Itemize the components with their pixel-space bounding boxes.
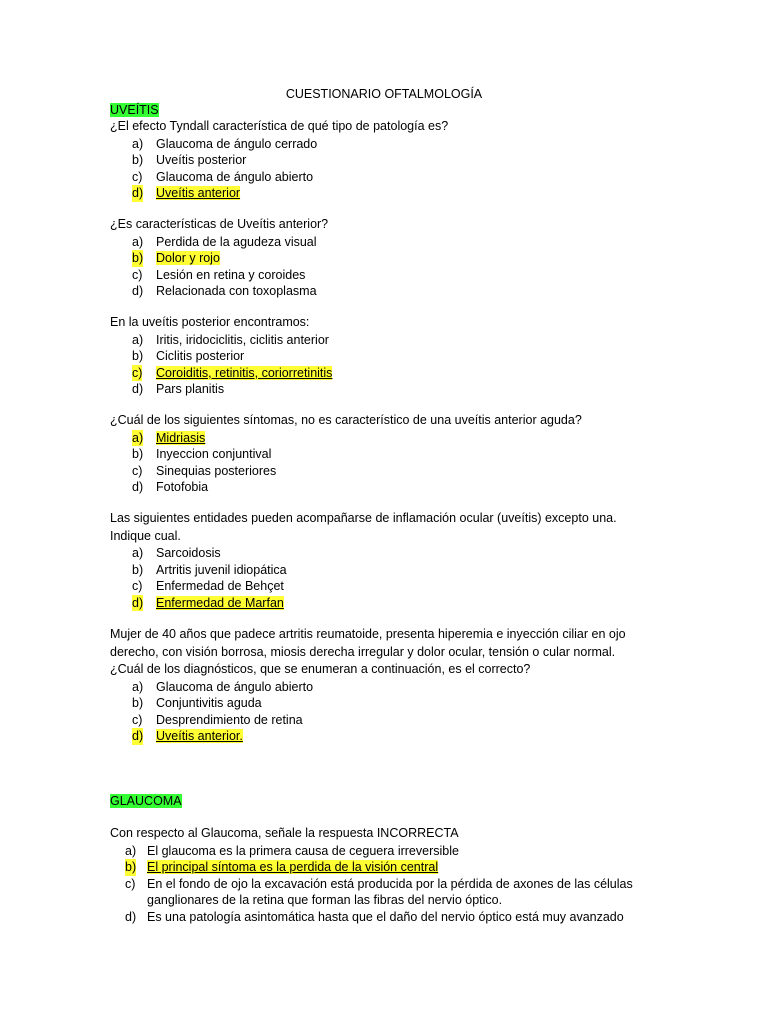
option-a: a) Perdida de la agudeza visual bbox=[132, 234, 317, 249]
option-d-correct: d) Uveítis anterior. bbox=[132, 729, 243, 743]
option-a: a) Glaucoma de ángulo abierto bbox=[132, 679, 314, 694]
question-text: En la uveítis posterior encontramos: bbox=[110, 315, 310, 329]
option-b: b) Inyeccion conjuntival bbox=[132, 447, 272, 461]
section-uveitis bbox=[110, 102, 650, 118]
question-5 bbox=[110, 510, 650, 611]
option-d: d) Relacionada con toxoplasma bbox=[132, 284, 317, 298]
question-1 bbox=[110, 118, 650, 202]
section-glaucoma bbox=[110, 793, 650, 809]
option-d: d) Pars planitis bbox=[132, 382, 225, 396]
option-b-correct: b) El principal síntoma es la perdida de la visión central bbox=[125, 860, 439, 874]
section-heading-uveitis: UVEÍTIS bbox=[110, 103, 159, 117]
option-b: b) Ciclitis posterior bbox=[132, 349, 245, 363]
question-text: ¿El efecto Tyndall característica de qué tipo de patología es? bbox=[110, 119, 449, 133]
option-c-correct: c) Coroiditis, retinitis, coriorretinitis bbox=[132, 365, 333, 380]
question-text: ¿Cuál de los siguientes síntomas, no es característico de una uveítis anterior aguda? bbox=[110, 413, 582, 427]
option-b: b) Conjuntivitis aguda bbox=[132, 696, 262, 710]
option-d: d) Es una patología asintomática hasta que el daño del nervio óptico está muy avanzado bbox=[125, 909, 624, 924]
option-a: a) Iritis, iridociclitis, ciclitis anterior bbox=[132, 332, 329, 347]
option-d: d) Fotofobia bbox=[132, 480, 209, 494]
question-7 bbox=[110, 825, 655, 925]
option-b-correct: b) Dolor y rojo bbox=[132, 251, 220, 265]
document-title: CUESTIONARIO OFTALMOLOGÍA bbox=[285, 87, 483, 101]
option-c: c) En el fondo de ojo la excavación está producida por la pérdida de axones de las células ganglionares de la retina que forman las fibras del nervio óptico. bbox=[125, 876, 633, 907]
question-4 bbox=[110, 412, 670, 496]
option-c: c) Lesión en retina y coroides bbox=[132, 267, 306, 282]
question-6 bbox=[110, 626, 650, 745]
question-text: Con respecto al Glaucoma, señale la respuesta INCORRECTA bbox=[110, 826, 459, 840]
option-a-correct: a) Midriasis bbox=[132, 430, 206, 445]
option-b: b) Uveítis posterior bbox=[132, 153, 247, 167]
option-c: c) Desprendimiento de retina bbox=[132, 712, 303, 727]
option-c: c) Enfermedad de Behçet bbox=[132, 579, 284, 593]
option-a: a) El glaucoma es la primera causa de ceguera irreversible bbox=[125, 843, 459, 858]
option-c: c) Glaucoma de ángulo abierto bbox=[132, 169, 314, 184]
option-b: b) Artritis juvenil idiopática bbox=[132, 562, 287, 577]
option-d-correct: d) Uveítis anterior bbox=[132, 186, 241, 200]
question-text: ¿Es características de Uveítis anterior? bbox=[110, 217, 329, 231]
question-text: Mujer de 40 años que padece artritis reumatoide, presenta hiperemia e inyección ciliar en ojo derecho, con visión borrosa, miosis derecha irregular y dolor ocular, tensión o cular normal. ¿Cuál de los diagnósticos, que se enumeran a continuación, es el correcto? bbox=[110, 627, 626, 676]
option-a: a) Sarcoidosis bbox=[132, 546, 221, 560]
question-3 bbox=[110, 314, 650, 398]
option-d-correct: d) Enfermedad de Marfan bbox=[132, 595, 284, 610]
option-a: a) Glaucoma de ángulo cerrado bbox=[132, 136, 318, 151]
section-heading-glaucoma: GLAUCOMA bbox=[110, 794, 182, 808]
option-c: c) Sinequias posteriores bbox=[132, 463, 277, 478]
question-2 bbox=[110, 216, 650, 300]
question-text: Las siguientes entidades pueden acompañarse de inflamación ocular (uveítis) excepto una. Indique cual. bbox=[110, 511, 617, 543]
